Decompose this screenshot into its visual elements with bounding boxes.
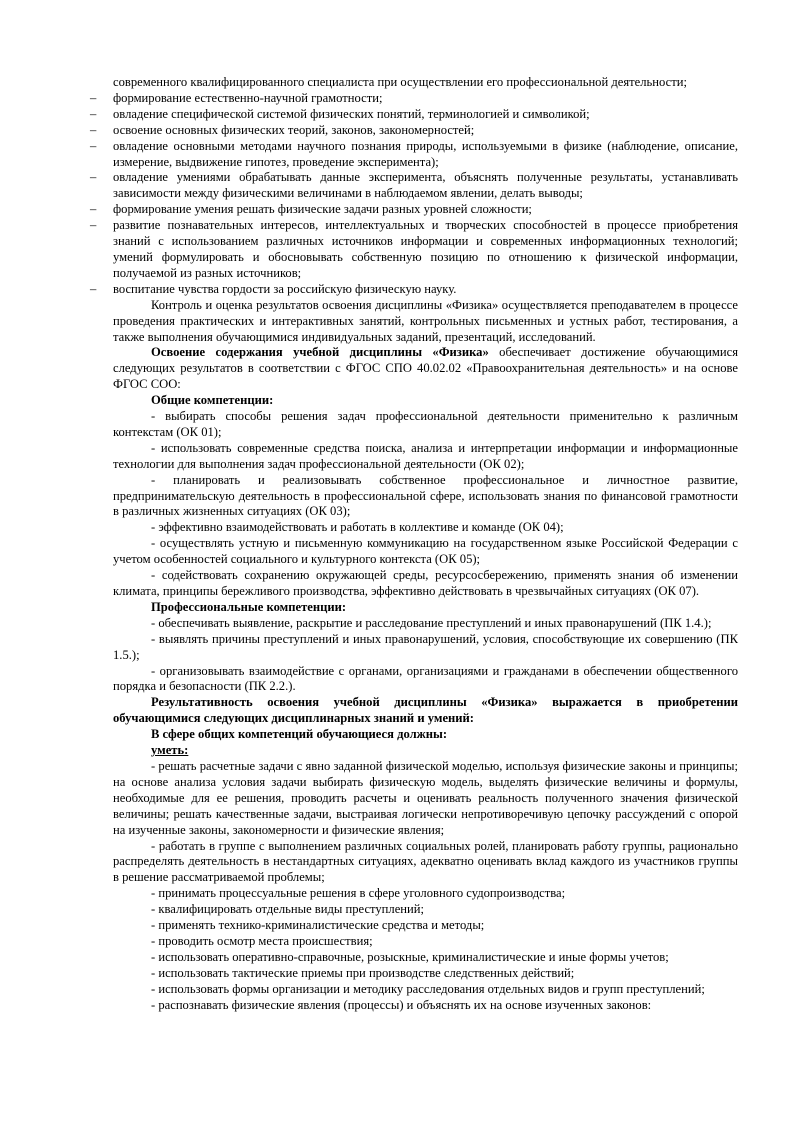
professional-competency-item: - выявлять причины преступлений и иных правонарушений, условия, способствующие их совершению (ПК 1.5.); bbox=[113, 631, 738, 662]
mastery-rest: обеспечивает достижение обучающимися следующих результатов в соответствии с ФГОС СПО 40.02.02 «Правоохранительная деятельность» и на основе ФГОС СОО: bbox=[113, 345, 738, 392]
general-competencies-heading: Общие компетенции: bbox=[151, 393, 274, 408]
list-item: – овладение умениями обрабатывать данные эксперимента, объяснять полученные результаты, устанавливать зависимости между физическими величинами в наблюдаемом явлении, делать выводы; bbox=[113, 170, 738, 202]
mastery-bold: Освоение содержания учебной дисциплины «Физика» bbox=[151, 345, 489, 360]
general-competency-item: - эффективно взаимодействовать и работать в коллективе и команде (ОК 04); bbox=[151, 520, 564, 535]
professional-competencies-heading: Профессиональные компетенции: bbox=[151, 599, 347, 614]
general-competency-item: - планировать и реализовывать собственное профессиональное и личностное развитие, предпринимательскую деятельность в профессиональной сфере, использовать знания по финансовой грамотности в различных жизненных ситуациях (ОК 03); bbox=[113, 472, 738, 519]
skill-item: - квалифицировать отдельные виды преступлений; bbox=[151, 902, 425, 917]
list-item: – развитие познавательных интересов, интеллектуальных и творческих способностей в процессе приобретения знаний с использованием различных источников информации и современных информационных технологий; умений формулировать и обосновывать собственную позицию по отношению к физической информации, получаемой из разных источников; bbox=[113, 218, 738, 282]
list-item: – освоение основных физических теорий, законов, закономерностей; bbox=[113, 123, 738, 139]
goals-list bbox=[113, 91, 738, 298]
professional-competency-item: - организовывать взаимодействие с органами, организациями и гражданами в обеспечении общественного порядка и безопасности (ПК 2.2.). bbox=[113, 663, 738, 694]
list-item: – воспитание чувства гордости за российскую физическую науку. bbox=[113, 282, 738, 298]
general-competency-item: - осуществлять устную и письменную коммуникацию на государственном языке Российской Федерации с учетом особенностей социального и культурного контекста (ОК 05); bbox=[113, 536, 738, 567]
general-competency-item: - использовать современные средства поиска, анализа и интерпретации информации и информационные технологии для выполнения задач профессиональной деятельности (ОК 02); bbox=[113, 440, 738, 471]
skill-item: - использовать оперативно-справочные, розыскные, криминалистические и иные формы учетов; bbox=[151, 949, 669, 964]
skill-item: - использовать формы организации и методику расследования отдельных видов и групп преступлений; bbox=[151, 981, 705, 996]
mastery-paragraph bbox=[113, 345, 738, 393]
professional-competency-item: - обеспечивать выявление, раскрытие и расследование преступлений и иных правонарушений (ПК 1.4.); bbox=[151, 615, 712, 630]
control-paragraph: Контроль и оценка результатов освоения дисциплины «Физика» осуществляется преподавателем в процессе проведения практических и интерактивных занятий, контрольных письменных и устных работ, тестирования, а также выполнения обучающимися индивидуальных заданий, презентаций, исследований. bbox=[113, 297, 738, 344]
skills-heading: уметь: bbox=[151, 743, 189, 758]
list-item: – овладение специфической системой физических понятий, терминологией и символикой; bbox=[113, 107, 738, 123]
list-item: – овладение основными методами научного познания природы, используемыми в физике (наблюдение, описание, измерение, выдвижение гипотез, проведение эксперимента); bbox=[113, 139, 738, 171]
skill-item: - решать расчетные задачи с явно заданной физической моделью, используя физические законы и принципы; на основе анализа условия задачи выбирать физическую модель, выделять физические величины и формулы, необходимые для ее решения, проводить расчеты и оценивать реальность полученного значения физической величины; решать качественные задачи, выстраивая логически непротиворечивую цепочку рассуждений с опорой на изученные законы, закономерности и физические явления; bbox=[113, 758, 738, 837]
general-competency-item: - выбирать способы решения задач профессиональной деятельности применительно к различным контекстам (ОК 01); bbox=[113, 409, 738, 439]
general-competency-item: - содействовать сохранению окружающей среды, ресурсосбережению, применять знания об изменении климата, принципы бережливого производства, эффективно действовать в чрезвычайных ситуациях (ОК 07). bbox=[113, 568, 738, 598]
intro-line: современного квалифицированного специалиста при осуществлении его профессиональной деятельности; bbox=[113, 75, 687, 89]
skill-item: - проводить осмотр места происшествия; bbox=[151, 933, 373, 948]
skill-item: - принимать процессуальные решения в сфере уголовного судопроизводства; bbox=[151, 886, 566, 901]
sphere-heading: В сфере общих компетенций обучающиеся должны: bbox=[151, 727, 448, 742]
results-heading: Результативность освоения учебной дисциплины «Физика» выражается в приобретении обучающимися следующих дисциплинарных знаний и умений: bbox=[113, 695, 738, 726]
skill-item: - применять технико-криминалистические средства и методы; bbox=[151, 918, 485, 933]
skill-item: - использовать тактические приемы при производстве следственных действий; bbox=[151, 965, 575, 980]
skill-item: - распознавать физические явления (процессы) и объяснять их на основе изученных законов: bbox=[151, 997, 652, 1012]
skill-item: - работать в группе с выполнением различных социальных ролей, планировать работу группы, рационально распределять деятельность в нестандартных ситуациях, адекватно оценивать вклад каждого из участников группы в решение рассматриваемой проблемы; bbox=[113, 838, 738, 885]
list-item: – формирование естественно-научной грамотности; bbox=[113, 91, 738, 107]
list-item: – формирование умения решать физические задачи разных уровней сложности; bbox=[113, 202, 738, 218]
